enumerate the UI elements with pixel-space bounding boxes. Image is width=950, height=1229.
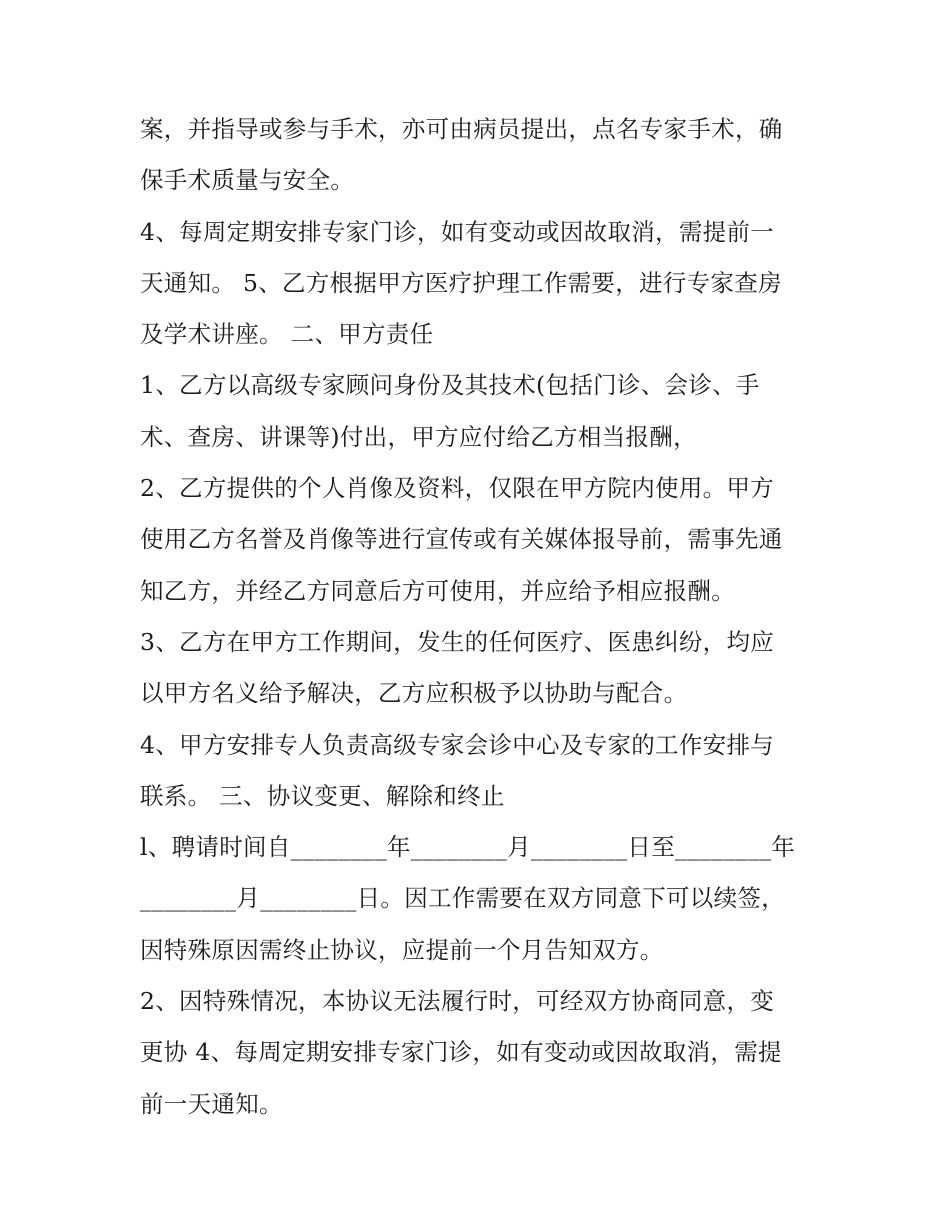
text-line-15: l、聘请时间自________年________月________日至________年 — [140, 833, 796, 862]
text-line-18: 2、因特殊情况，本协议无法履行时，可经双方协商同意，变 — [140, 987, 775, 1016]
text-line-7: 术、查房、讲课等)付出，甲方应付给乙方相当报酬， — [140, 422, 697, 451]
text-line-13: 4、甲方安排专人负责高级专家会诊中心及专家的工作安排与 — [140, 730, 775, 759]
text-line-8: 2、乙方提供的个人肖像及资料，仅限在甲方院内使用。甲方 — [140, 474, 775, 503]
text-line-9: 使用乙方名誉及肖像等进行宣传或有关媒体报导前，需事先通 — [140, 525, 783, 554]
text-line-11: 3、乙方在甲方工作期间，发生的任何医疗、医患纠纷，均应 — [140, 627, 775, 656]
text-line-1: 案，并指导或参与手术，亦可由病员提出，点名专家手术，确 — [140, 115, 783, 143]
text-line-6: 1、乙方以高级专家顾问身份及其技术(包括门诊、会诊、手 — [140, 371, 760, 400]
text-line-20: 前一天通知。 — [140, 1089, 283, 1118]
text-line-2: 保手术质量与安全。 — [140, 166, 355, 195]
text-line-19: 更协 4、每周定期安排专家门诊，如有变动或因故取消，需提 — [140, 1038, 782, 1067]
text-line-17: 因特殊原因需终止协议，应提前一个月告知双方。 — [140, 935, 664, 964]
text-line-5: 及学术讲座。 二、甲方责任 — [140, 320, 434, 349]
text-line-16: ________月________日。因工作需要在双方同意下可以续签， — [140, 884, 785, 913]
text-line-3: 4、每周定期安排专家门诊，如有变动或因故取消，需提前一 — [140, 217, 775, 246]
text-line-4: 天通知。 5、乙方根据甲方医疗护理工作需要，进行专家查房 — [140, 268, 782, 297]
text-line-10: 知乙方，并经乙方同意后方可使用，并应给予相应报酬。 — [140, 576, 735, 605]
text-line-12: 以甲方名义给予解决，乙方应积极予以协助与配合。 — [140, 679, 688, 708]
text-line-14: 联系。 三、协议变更、解除和终止 — [140, 781, 505, 810]
document-body — [140, 104, 820, 1130]
